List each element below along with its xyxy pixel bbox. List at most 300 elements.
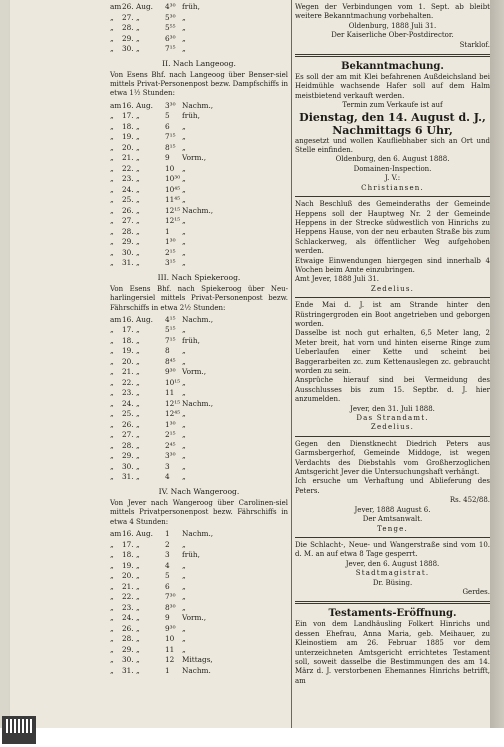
- schedule-cell: 12¹⁵: [165, 398, 181, 408]
- schedule-cell: 12: [165, 655, 175, 665]
- schedule-cell: „: [182, 216, 186, 226]
- schedule-cell: 25.: [122, 409, 134, 419]
- schedule-cell: 23.: [122, 602, 134, 612]
- schedule-cell: „: [110, 560, 114, 570]
- section-text-wangeroog: Von Jever nach Wangeroog über Carolinen-siel mittels Privatpersonenpost bezw. Fährschiffs in etwa 4 Stunden:: [110, 498, 288, 526]
- schedule-cell: „: [182, 33, 186, 43]
- schedule-cell: „: [136, 237, 140, 247]
- schedule-cell: 30.: [122, 44, 134, 53]
- schedule-cell: 9: [165, 153, 170, 163]
- schedule-cell: „: [136, 132, 140, 142]
- notice6-signature: Dr. Büsing.: [372, 578, 413, 587]
- schedule-cell: „: [182, 23, 186, 32]
- schedule-cell: „: [136, 634, 140, 644]
- schedule-langeoog: [110, 101, 288, 269]
- schedule-cell: „: [136, 174, 140, 184]
- schedule-cell: „: [110, 12, 114, 22]
- schedule-row: [110, 164, 288, 175]
- schedule-cell: 7¹⁵: [165, 335, 176, 345]
- schedule-cell: 3³⁰: [165, 100, 176, 110]
- schedule-row: [110, 666, 288, 677]
- notice5-signature: Tenge.: [377, 524, 408, 533]
- schedule-cell: 20.: [122, 142, 134, 152]
- notice3-date: Amt Jever, 1888 Juli 31.: [295, 275, 379, 284]
- schedule-cell: 1³⁰: [165, 419, 176, 429]
- schedule-cell: „: [110, 665, 114, 675]
- schedule-cell: „: [110, 23, 114, 32]
- schedule-cell: „: [136, 335, 140, 345]
- schedule-cell: 2: [165, 539, 170, 549]
- schedule-row: [110, 451, 288, 462]
- notice2-text2: angesetzt und wollen Kaufliebhaber sich an Ort und Stelle einfinden.: [295, 136, 490, 155]
- schedule-cell: „: [136, 430, 140, 440]
- schedule-cell: „: [136, 409, 140, 419]
- schedule-cell: 7³⁰: [165, 592, 176, 602]
- schedule-row: [110, 561, 288, 572]
- schedule-cell: 6³⁰: [165, 33, 176, 43]
- schedule-cell: „: [182, 142, 186, 152]
- schedule-cell: „: [182, 226, 186, 236]
- schedule-cell: „: [182, 44, 186, 53]
- schedule-cell: 2⁴⁵: [165, 440, 176, 450]
- schedule-cell: „: [182, 571, 186, 581]
- schedule-cell: 8⁴⁵: [165, 356, 176, 366]
- schedule-cell: 23.: [122, 174, 134, 184]
- schedule-cell: 1: [165, 226, 170, 236]
- notice5-date: Jever, 1888 August 6.: [354, 505, 431, 514]
- notice4-authority: Das Strandamt.: [356, 414, 429, 423]
- schedule-cell: „: [110, 226, 114, 236]
- schedule-row: [110, 472, 288, 483]
- schedule-cell: 21.: [122, 153, 134, 163]
- schedule-cell: „: [110, 440, 114, 450]
- schedule-row: [110, 216, 288, 227]
- rule: [295, 54, 490, 57]
- schedule-cell: 10³⁰: [165, 174, 181, 184]
- schedule-cell: „: [136, 461, 140, 471]
- schedule-cell: 11: [165, 388, 175, 398]
- schedule-cell: 5: [165, 571, 170, 581]
- schedule-cell: „: [182, 346, 186, 356]
- schedule-cell: 9³⁰: [165, 623, 176, 633]
- schedule-cell: 18.: [122, 121, 134, 131]
- schedule-cell: 31.: [122, 258, 134, 268]
- schedule-cell: „: [136, 644, 140, 654]
- notice6-authority: Stadtmagistrat.: [355, 569, 430, 578]
- section-title-wangeroog: IV. Nach Wangeroog.: [158, 486, 240, 496]
- schedule-cell: „: [110, 655, 114, 665]
- schedule-cell: „: [110, 174, 114, 184]
- schedule-row: [110, 248, 288, 259]
- schedule-cell: 31.: [122, 665, 134, 675]
- schedule-cell: 28.: [122, 226, 134, 236]
- schedule-cell: 2¹⁵: [165, 430, 176, 440]
- schedule-cell: 4³⁰: [165, 2, 176, 11]
- schedule-cell: 7¹⁵: [165, 44, 176, 53]
- schedule-cell: Nachm.,: [182, 398, 214, 408]
- notice2-time: Nachmittags 6 Uhr,: [332, 123, 453, 137]
- schedule-cell: „: [182, 174, 186, 184]
- notice2-place: Oldenburg, den 6. August 1888.: [335, 155, 450, 164]
- notice6-date: Jever, den 6. August 1888.: [345, 559, 440, 568]
- schedule-row: [110, 122, 288, 133]
- schedule-cell: „: [110, 430, 114, 440]
- schedule-cell: „: [136, 258, 140, 268]
- schedule-cell: 29.: [122, 644, 134, 654]
- schedule-cell: „: [136, 325, 140, 335]
- schedule-cell: „: [110, 634, 114, 644]
- schedule-cell: „: [136, 665, 140, 675]
- schedule-cell: Vorm.,: [182, 367, 207, 377]
- schedule-cell: Nachm.,: [182, 100, 214, 110]
- schedule-cell: 3: [165, 461, 170, 471]
- schedule-cell: „: [110, 613, 114, 623]
- schedule-cell: 10¹⁵: [165, 377, 181, 387]
- schedule-cell: „: [136, 367, 140, 377]
- notice4-text: Ende Mai d. J. ist am Strande hinter den Rüstringergroden ein Boot angetrieben und geborgen worden.: [295, 301, 490, 328]
- schedule-cell: 4¹⁵: [165, 314, 176, 324]
- schedule-cell: 17.: [122, 111, 134, 121]
- schedule-cell: früh,: [182, 2, 200, 11]
- notice1-signature: Starklof.: [459, 40, 490, 49]
- schedule-cell: 3¹⁵: [165, 258, 176, 268]
- schedule-cell: 20.: [122, 571, 134, 581]
- schedule-cell: Nachm.: [182, 665, 211, 675]
- schedule-cell: „: [136, 377, 140, 387]
- notice1-text: Wegen der Verbindungen vom 1. Sept. ab bleibt weitere Bekanntmachung vorbehalten.: [295, 3, 490, 21]
- schedule-cell: „: [110, 205, 114, 215]
- schedule-cell: früh,: [182, 550, 200, 560]
- schedule-cell: Vorm.,: [182, 153, 207, 163]
- schedule-cell: „: [136, 195, 140, 205]
- schedule-cell: „: [110, 623, 114, 633]
- schedule-cell: Aug.: [136, 314, 153, 324]
- schedule-cell: „: [110, 335, 114, 345]
- notice1-date: Oldenburg, 1888 Juli 31.: [348, 21, 437, 30]
- rule: [295, 436, 490, 437]
- section-title-langeoog: II. Nach Langeoog.: [162, 58, 236, 68]
- notice3-text: Nach Beschluß des Gemeinderaths der Gemeinde Heppens soll der Hauptweg Nr. 2 der Gemeinde Heppens in der Strecke südwestlich von Hinrichs zu Heppens Hause, von der neu erbauten Straße bis zum Schlackerweg, als öffentlicher Weg aufgehoben werden.: [295, 200, 490, 256]
- schedule-cell: „: [182, 581, 186, 591]
- schedule-cell: „: [182, 644, 186, 654]
- schedule-cell: 20.: [122, 356, 134, 366]
- schedule-cell: „: [110, 644, 114, 654]
- schedule-cell: 30.: [122, 461, 134, 471]
- schedule-cell: „: [182, 409, 186, 419]
- schedule-cell: 29.: [122, 33, 134, 43]
- schedule-cell: „: [110, 325, 114, 335]
- schedule-cell: „: [136, 247, 140, 257]
- schedule-cell: „: [182, 184, 186, 194]
- schedule-cell: „: [110, 571, 114, 581]
- schedule-cell: „: [110, 153, 114, 163]
- schedule-row: [110, 603, 288, 614]
- section-text-langeoog: Von Esens Bhf. nach Langeoog über Benser-siel mittels Privat-Personenpost bezw. Dampfschiffs in etwa 1½ Stunden:: [110, 70, 288, 98]
- schedule-cell: „: [110, 132, 114, 142]
- schedule-cell: „: [136, 44, 140, 53]
- schedule-row: [110, 101, 288, 112]
- schedule-cell: „: [110, 111, 114, 121]
- notice5-ref: Rs. 452/88.: [449, 496, 490, 505]
- schedule-cell: „: [110, 461, 114, 471]
- schedule-cell: „: [136, 121, 140, 131]
- schedule-cell: 30.: [122, 655, 134, 665]
- schedule-cell: 12¹⁵: [165, 205, 181, 215]
- notice2-term: Termin zum Verkaufe ist auf: [342, 101, 443, 110]
- schedule-cell: „: [182, 430, 186, 440]
- schedule-cell: „: [182, 388, 186, 398]
- schedule-cell: Aug.: [136, 100, 153, 110]
- schedule-row: [110, 336, 288, 347]
- schedule-row: [110, 2, 288, 13]
- schedule-cell: „: [110, 237, 114, 247]
- schedule-cell: 26.: [122, 419, 134, 429]
- schedule-cell: 28.: [122, 440, 134, 450]
- schedule-cell: „: [182, 602, 186, 612]
- schedule-cell: 17.: [122, 325, 134, 335]
- schedule-cell: 24.: [122, 398, 134, 408]
- schedule-cell: 10: [165, 634, 175, 644]
- schedule-cell: „: [136, 550, 140, 560]
- rule: [295, 297, 490, 298]
- schedule-cell: 27.: [122, 12, 134, 22]
- schedule-row: [110, 315, 288, 326]
- schedule-cell: 16.: [122, 314, 134, 324]
- schedule-cell: 29.: [122, 237, 134, 247]
- schedule-row: [110, 153, 288, 164]
- schedule-row: [110, 540, 288, 551]
- schedule-row: [110, 258, 288, 269]
- schedule-cell: 5: [165, 111, 170, 121]
- schedule-top: [110, 2, 288, 55]
- schedule-cell: „: [110, 195, 114, 205]
- schedule-cell: 10: [165, 163, 175, 173]
- schedule-cell: 11: [165, 644, 175, 654]
- schedule-cell: 18.: [122, 550, 134, 560]
- notice4-signature: Zedelius.: [370, 423, 415, 432]
- schedule-row: [110, 529, 288, 540]
- section-title-spiekeroog: III. Nach Spiekeroog.: [157, 272, 241, 282]
- schedule-cell: „: [182, 195, 186, 205]
- schedule-cell: 9: [165, 613, 170, 623]
- schedule-cell: 1: [165, 529, 170, 539]
- notice2-iv: J. V.:: [384, 174, 401, 183]
- schedule-cell: 5¹⁵: [165, 325, 176, 335]
- schedule-cell: Mittags,: [182, 655, 213, 665]
- schedule-cell: „: [110, 581, 114, 591]
- schedule-cell: 8³⁰: [165, 602, 176, 612]
- schedule-cell: „: [136, 539, 140, 549]
- schedule-cell: „: [136, 356, 140, 366]
- schedule-cell: 22.: [122, 592, 134, 602]
- schedule-row: [110, 357, 288, 368]
- schedule-cell: Aug.: [136, 2, 153, 11]
- rule: [295, 196, 490, 197]
- schedule-row: [110, 367, 288, 378]
- schedule-cell: „: [136, 346, 140, 356]
- schedule-row: [110, 44, 288, 55]
- schedule-cell: 29.: [122, 451, 134, 461]
- left-column: [110, 2, 288, 676]
- schedule-cell: „: [110, 142, 114, 152]
- schedule-cell: „: [110, 346, 114, 356]
- schedule-row: [110, 185, 288, 196]
- schedule-cell: „: [182, 247, 186, 257]
- schedule-cell: „: [136, 142, 140, 152]
- notice3-text2: Etwaige Einwendungen hiergegen sind innerhalb 4 Wochen beim Amte einzubringen.: [295, 256, 490, 274]
- schedule-cell: „: [110, 592, 114, 602]
- schedule-cell: 26.: [122, 2, 134, 11]
- schedule-row: [110, 613, 288, 624]
- notice7-title: Testaments-Eröffnung.: [328, 608, 457, 620]
- schedule-cell: „: [110, 247, 114, 257]
- schedule-cell: „: [182, 634, 186, 644]
- schedule-row: [110, 550, 288, 561]
- schedule-row: [110, 143, 288, 154]
- schedule-cell: 17.: [122, 539, 134, 549]
- schedule-row: [110, 624, 288, 635]
- schedule-cell: am: [110, 100, 122, 110]
- schedule-row: [110, 378, 288, 389]
- schedule-cell: „: [136, 440, 140, 450]
- schedule-cell: „: [136, 226, 140, 236]
- schedule-cell: „: [110, 184, 114, 194]
- schedule-cell: „: [182, 258, 186, 268]
- schedule-cell: „: [136, 613, 140, 623]
- notice7-text: Ein von dem Landhäusling Folkert Hinrichs und dessen Ehefrau, Anna Maria, geb. Meihauer, zu Kleinostiem am 26. Februar 1885 vor dem unterzeichneten Amtsgericht errichtetes Testament soll, soweit dasselbe die Bestimmungen des am 14. März d. J. verstorbenen Ehemannes Hinrichs betrifft, am: [295, 620, 490, 685]
- schedule-cell: „: [110, 539, 114, 549]
- schedule-cell: „: [182, 12, 186, 22]
- schedule-cell: „: [110, 216, 114, 226]
- schedule-cell: „: [110, 258, 114, 268]
- schedule-cell: 1: [165, 665, 170, 675]
- notice5-text2: Ich ersuche um Verhaftung und Ablieferung des Peters.: [295, 477, 490, 495]
- schedule-row: [110, 195, 288, 206]
- notice2-text: Es soll der am mit Klei befahrenen Außdeichsland bei Heidmühle wachsende Hafer soll auf dem Halm meistbietend verkauft werden.: [295, 73, 490, 100]
- notice2-authority: Domainen-Inspection.: [353, 164, 432, 173]
- schedule-cell: 5³⁰: [165, 12, 176, 22]
- schedule-cell: „: [136, 33, 140, 43]
- schedule-cell: 31.: [122, 472, 134, 482]
- column-divider: [291, 0, 292, 728]
- schedule-cell: Nachm.,: [182, 205, 214, 215]
- schedule-cell: 2¹⁵: [165, 247, 176, 257]
- notice6-signature2: Gerdes.: [462, 587, 490, 596]
- schedule-cell: 28.: [122, 23, 134, 32]
- schedule-cell: „: [182, 623, 186, 633]
- schedule-cell: „: [136, 388, 140, 398]
- rule: [295, 537, 490, 538]
- notice4-text3: Ansprüche hierauf sind bei Vermeidung des Ausschlusses bis zum 15. Septbr. d. J. hier anzumelden.: [295, 376, 490, 404]
- notice6-text: Die Schlacht-, Neue- und Wangerstraße sind vom 10. d. M. an auf etwa 8 Tage gesperrt.: [295, 540, 490, 559]
- schedule-row: [110, 388, 288, 399]
- schedule-row: [110, 174, 288, 185]
- schedule-cell: „: [136, 451, 140, 461]
- schedule-row: [110, 462, 288, 473]
- schedule-cell: 6: [165, 581, 170, 591]
- schedule-cell: „: [136, 111, 140, 121]
- notice4-date: Jever, den 31. Juli 1888.: [350, 404, 435, 413]
- schedule-cell: 16.: [122, 100, 134, 110]
- schedule-row: [110, 430, 288, 441]
- schedule-cell: „: [136, 12, 140, 22]
- schedule-cell: 19.: [122, 132, 134, 142]
- schedule-cell: 23.: [122, 388, 134, 398]
- schedule-cell: „: [136, 472, 140, 482]
- schedule-row: [110, 325, 288, 336]
- schedule-cell: „: [110, 398, 114, 408]
- schedule-cell: Vorm.,: [182, 613, 207, 623]
- schedule-row: [110, 592, 288, 603]
- schedule-cell: 3: [165, 550, 170, 560]
- schedule-cell: „: [182, 121, 186, 131]
- schedule-cell: 22.: [122, 163, 134, 173]
- schedule-row: [110, 346, 288, 357]
- schedule-row: [110, 634, 288, 645]
- schedule-cell: 22.: [122, 377, 134, 387]
- schedule-row: [110, 237, 288, 248]
- notice5-authority: Der Amtsanwalt.: [362, 515, 423, 524]
- schedule-cell: 28.: [122, 634, 134, 644]
- rule: [295, 601, 490, 604]
- schedule-cell: „: [136, 205, 140, 215]
- schedule-cell: „: [110, 163, 114, 173]
- schedule-cell: 1³⁰: [165, 237, 176, 247]
- schedule-cell: „: [110, 602, 114, 612]
- schedule-cell: Nachm.,: [182, 529, 214, 539]
- schedule-cell: „: [136, 153, 140, 163]
- schedule-row: [110, 34, 288, 45]
- schedule-cell: „: [110, 356, 114, 366]
- schedule-cell: „: [136, 398, 140, 408]
- schedule-cell: „: [182, 461, 186, 471]
- schedule-cell: „: [182, 377, 186, 387]
- schedule-cell: „: [182, 440, 186, 450]
- schedule-cell: 5⁵⁵: [165, 23, 176, 32]
- schedule-cell: 24.: [122, 613, 134, 623]
- schedule-cell: „: [136, 623, 140, 633]
- schedule-row: [110, 655, 288, 666]
- schedule-cell: 21.: [122, 367, 134, 377]
- schedule-cell: „: [110, 121, 114, 131]
- schedule-cell: 10⁴⁵: [165, 184, 181, 194]
- schedule-cell: 19.: [122, 346, 134, 356]
- schedule-cell: 16.: [122, 529, 134, 539]
- page-edge-strip: [490, 0, 504, 747]
- schedule-cell: „: [110, 44, 114, 53]
- schedule-cell: „: [110, 451, 114, 461]
- schedule-cell: 4: [165, 472, 170, 482]
- schedule-cell: 7¹⁵: [165, 132, 176, 142]
- schedule-cell: 26.: [122, 623, 134, 633]
- schedule-cell: 12¹⁵: [165, 216, 181, 226]
- schedule-cell: „: [182, 560, 186, 570]
- schedule-cell: 11⁴⁵: [165, 195, 181, 205]
- notice3-signature: Zedelius.: [370, 284, 415, 293]
- schedule-cell: „: [110, 419, 114, 429]
- right-column: [295, 3, 490, 686]
- schedule-row: [110, 132, 288, 143]
- schedule-row: [110, 227, 288, 238]
- schedule-cell: „: [136, 163, 140, 173]
- notice1-authority: Der Kaiserliche Ober-Postdirector.: [331, 31, 454, 40]
- schedule-row: [110, 420, 288, 431]
- schedule-cell: „: [110, 388, 114, 398]
- notice2-signature: Christiansen.: [361, 183, 424, 192]
- schedule-cell: früh,: [182, 335, 200, 345]
- schedule-cell: Aug.: [136, 529, 153, 539]
- schedule-cell: „: [182, 356, 186, 366]
